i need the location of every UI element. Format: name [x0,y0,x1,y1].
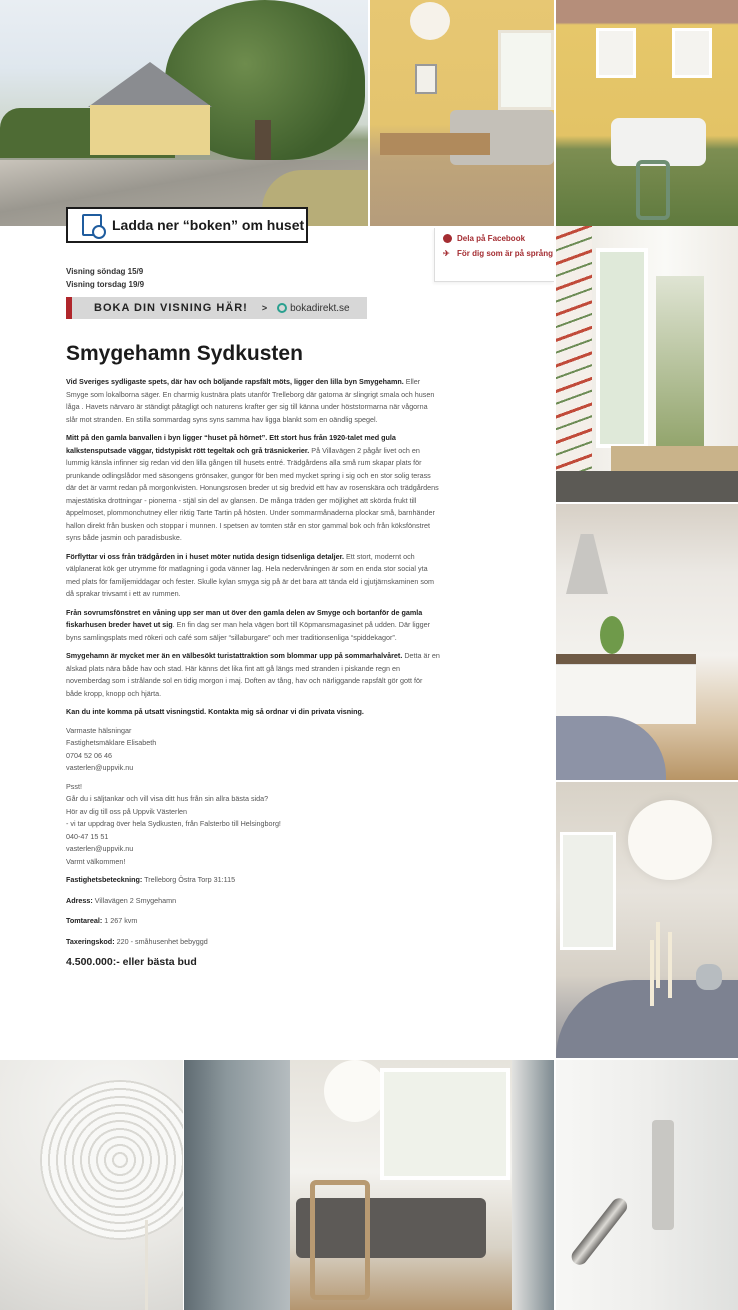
pitch-email[interactable]: vasterlen@uppvik.nu [66,844,134,853]
paragraph: Från sovrumsfönstret en våning upp ser man ut över den gamla delen av Smyge och bortanför de gamla fiskarhusen breder havet ut sig. En fin dag ser man hela vägen bort till Köpmansmagasinet på udden. Där ligger byns samlingsplats med rökeri och café som säljer “sillaburgare” och mer traditionsenliga “spiddekagor”. [66,607,430,642]
photo-dining-lamp [556,782,738,1058]
pitch-line: Går du i säljtankar och vill visa ditt hus från sin allra bästa sida? [66,794,269,803]
share-facebook-link[interactable] [443,234,554,243]
share-facebook-label: Dela på Facebook [457,234,526,243]
viewing-date-2: Visning torsdag 19/9 [66,280,145,289]
photo-living-room [370,0,554,226]
photo-house-exterior [0,0,368,226]
photo-kitchen [556,504,738,780]
pitch-line: - vi tar uppdrag över hela Sydkusten, från Falsterbo till Helsingborg! [66,819,281,828]
contact-block [66,725,440,775]
book-viewing-label: BOKA DIN VISNING HÄR! [94,302,248,314]
paragraph: Smygehamn är mycket mer än en välbesökt turistattraktion som blommar upp på sommarhalvåret. Detta är en älskad plats nära både hav och stad. Här känns det lika fint att gå längs med stranden i piskande regn en novemberdag som i strålande sol en tidig morgon i maj. Doften av tång, hav och närliggande rapsfält gör gott för både kropp, knopp och hjärta. [66,651,440,698]
description [66,376,440,969]
pitch-block [66,781,440,869]
contact-phone[interactable]: 0704 52 06 46 [66,750,112,760]
share-box [434,228,554,282]
paragraph: Förflyttar vi oss från trädgården in i huset möter nutida design tidsenliga detaljer. Ett stort, modernt och välplanerat kök ger utrymme för matlagning i goda vänner lag. Hela nedervåningen är som en enda stor social yta med plats för familjemiddagar och fester. Skulle kylan smyga sig på är det bara att tända eld i gjutjärnskaminen som då sprakar trivsamt i ett av rummen. [66,551,434,598]
pitch-phone[interactable]: 040-47 15 51 [66,831,109,841]
facebook-icon [443,234,452,243]
download-book-button[interactable] [66,207,308,243]
page-title: Smygehamn Sydkusten [66,342,303,365]
viewing-dates [66,265,144,291]
contact-agent: Fastighetsmäklare Elisabeth [66,738,157,747]
photo-open-doors [556,226,738,502]
bokadirekt-icon [277,303,287,313]
photo-garden-facade [556,0,738,226]
fact-property: Fastighetsbeteckning: Trelleborg Östra Torp 31:115 [66,875,236,884]
bokadirekt-label: bokadirekt.se [290,302,350,314]
share-jump-link[interactable] [443,249,554,258]
contact-email[interactable]: vasterlen@uppvik.nu [66,763,134,772]
fact-address: Adress: Villavägen 2 Smygehamn [66,895,177,905]
paragraph: Kan du inte komma på utsatt visningstid. Kontakta mig så ordnar vi din privata visning. [66,707,364,716]
fact-plot-area: Tomtareal: 1 267 kvm [66,916,138,925]
fact-tax-code: Taxeringskod: 220 - småhusenhet bebyggd [66,936,208,946]
photo-door-handle [556,1060,738,1310]
photo-dining-room [184,1060,554,1310]
pitch-line: Hör av dig till oss på Uppvik Västerlen [66,806,188,816]
paragraph: Mitt på den gamla banvallen i byn ligger “huset på hörnet”. Ett stort hus från 1920-talet med gula kalkstensputsade väggar, tidstypiskt rött tegeltak och grå träsnickerier. På Villavägen 2 pågår livet och en lummig känsla infinner sig redan vid den lilla gången till husets entré. Trädgårdens alla små rum skapar plats för prunkande odlingslådor med säsongens grönsaker, gungor för ben med mycket spring i sig och en stor solig terass där det är varmt redan på morgonkvisten. Honungsrosen breder ut sig bredvid ett hav av rosenskära och trädgårdens majestätiska drottningar - pionerna - stjäl sin del av glansen. De många träden ger möjlighet att skörda frukt till äppelmoset, plommonchutney eller riktig Tarte Tartin på hösten. Under sommarmånaderna plockar små, barnhänder hallon direkt från busken och stoppar i munnen. I spetsen av tomten står en stor gammal bok och från köksfönstret syns både jasmin och paradisbuske. [66,433,439,542]
banner-accent [66,297,72,319]
book-viewing-banner[interactable] [66,297,367,319]
jump-icon: ✈ [443,249,450,258]
share-jump-label: För dig som är på språng [457,249,554,258]
paragraph: Vid Sveriges sydligaste spets, där hav och böljande rapsfält möts, ligger den lilla byn Smygehamn. Eller Smyge som lokalborna säger. En charmig kustnära plats utanför Trelleborg där gatorna är slingrigt smala och husen låga . Havets närvaro är ständigt påtagligt och naturens krafter ger sig till känna under höststormarna när vågorna slår mot stranden. En stilla sommardag syns syns samma hav ligga blankt som en oändlig spegel. [66,377,435,424]
price: 4.500.000:- eller bästa bud [66,956,197,968]
download-document-icon [82,214,102,236]
contact-greeting: Varmaste hälsningar [66,725,132,735]
photo-ceiling-rosette [0,1060,183,1310]
arrow-icon: > [261,303,268,313]
viewing-date-1: Visning söndag 15/9 [66,267,144,276]
bokadirekt-logo [277,303,349,314]
pitch-line: Psst! [66,781,82,791]
download-book-label: Ladda ner “boken” om huset [112,217,305,233]
pitch-line: Varmt välkommen! [66,856,126,866]
